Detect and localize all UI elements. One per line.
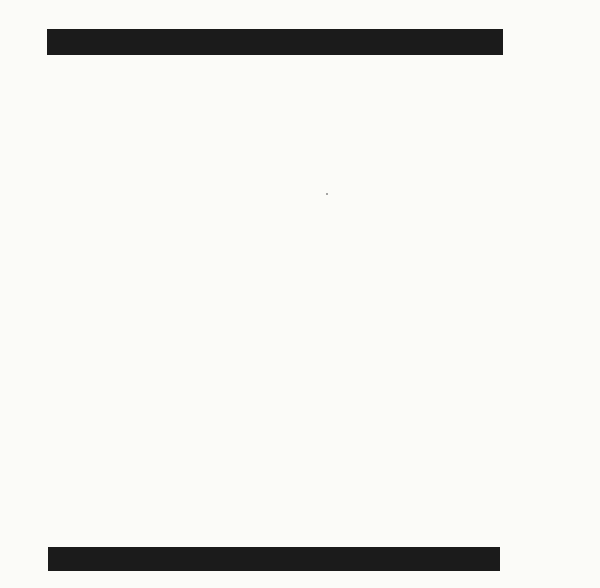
print-speck	[326, 193, 328, 195]
bottom-decorative-border	[48, 547, 500, 571]
top-decorative-border	[47, 29, 503, 55]
publishing-footnote	[71, 459, 75, 474]
